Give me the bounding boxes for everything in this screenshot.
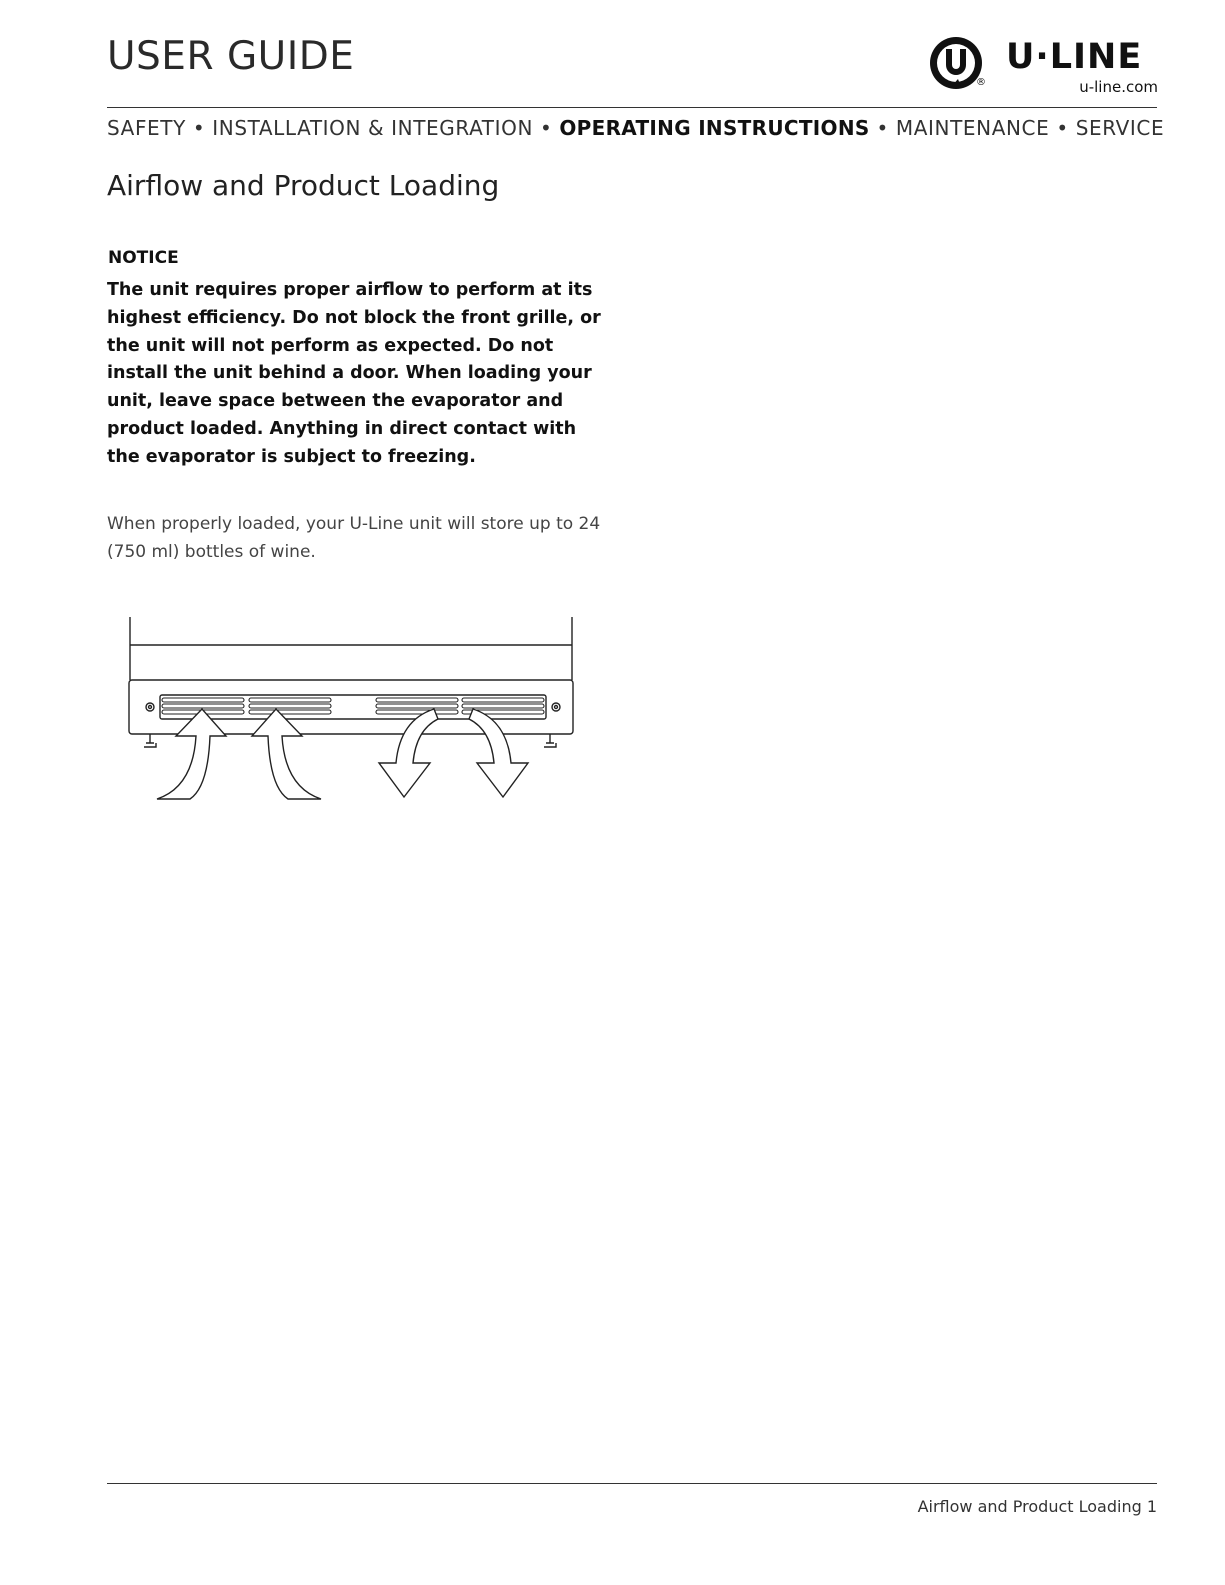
nav-item-operating-instructions: OPERATING INSTRUCTIONS	[559, 116, 870, 140]
airflow-exhaust-arrows	[379, 709, 528, 797]
logo-website: u-line.com	[1079, 78, 1158, 96]
header-divider	[107, 107, 1157, 108]
nav-separator: •	[876, 116, 896, 140]
nav-item-service: SERVICE	[1075, 116, 1165, 140]
airflow-grille-illustration	[120, 612, 590, 807]
nav-separator: •	[1056, 116, 1076, 140]
registered-mark: ®	[976, 77, 986, 88]
nav-separator: •	[192, 116, 213, 140]
notice-heading: NOTICE	[108, 248, 179, 268]
capacity-text: When properly loaded, your U-Line unit will store up to 24 (750 ml) bottles of wine.	[107, 514, 601, 562]
footer-divider	[107, 1483, 1157, 1484]
brand-logo	[928, 33, 1163, 98]
nav-item-safety: SAFETY	[107, 116, 186, 140]
logo-wordmark: U·LINE	[1006, 37, 1143, 77]
airflow-intake-arrows	[157, 709, 321, 799]
notice-body: The unit requires proper airflow to perform at its highest efficiency. Do not block the front grille, or the unit will not perform as expected. Do not install the unit behind a door. When loading your unit, leave space between the evaporator and product loaded. Anything in direct contact with the evaporator is subject to freezing.	[107, 280, 601, 467]
nav-item-maintenance: MAINTENANCE	[895, 116, 1050, 140]
cabinet-outline	[130, 617, 572, 680]
page-title: Airflow and Product Loading	[107, 169, 500, 202]
guide-title: USER GUIDE	[107, 34, 355, 79]
nav-separator: •	[539, 116, 560, 140]
footer-page-label: Airflow and Product Loading 1	[917, 1497, 1157, 1516]
nav-item-installation: INSTALLATION & INTEGRATION	[212, 116, 534, 140]
section-nav	[107, 115, 1165, 141]
